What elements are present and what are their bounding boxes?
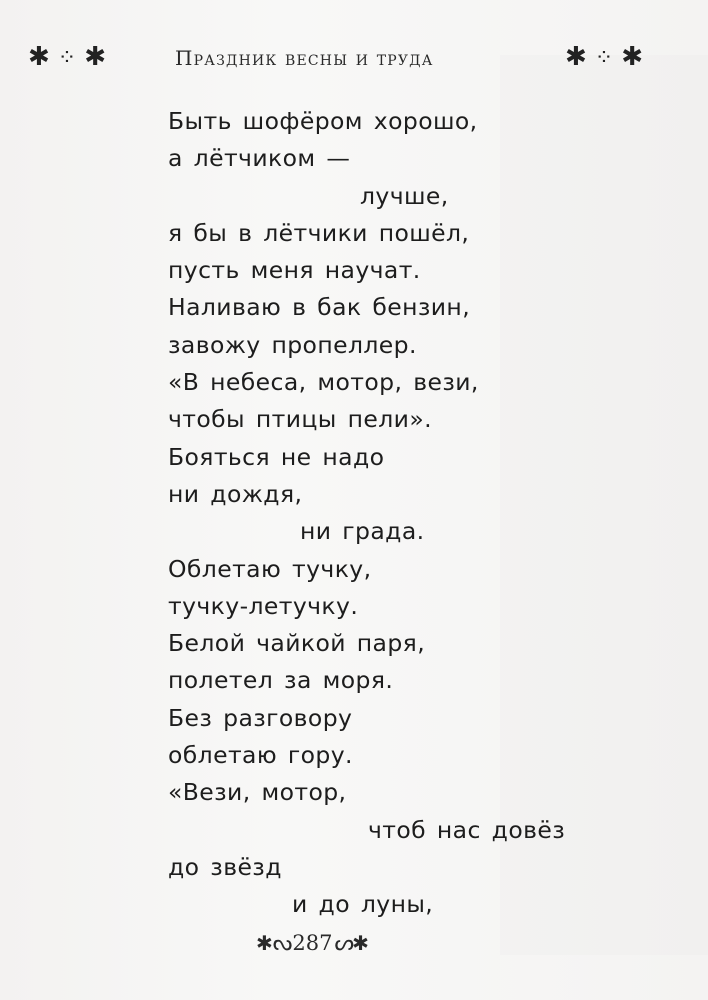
poem-line: облетаю гору. xyxy=(168,741,353,770)
poem-line: а лётчиком — xyxy=(168,144,351,173)
poem-line: ни града. xyxy=(300,517,425,546)
poem-line: я бы в лётчики пошёл, xyxy=(168,218,470,247)
poem-line: лучше, xyxy=(360,181,449,210)
poem-line: полетел за моря. xyxy=(168,666,394,695)
curl-ornament-icon: ᔕ xyxy=(334,931,353,956)
star-ornament-icon: ✱ xyxy=(621,42,644,72)
star-ornament-icon: ⁘ xyxy=(594,46,614,71)
poem-line: Быть шофёром хорошо, xyxy=(168,107,478,135)
star-ornament-icon: ⁘ xyxy=(57,46,77,71)
page-number-footer xyxy=(256,928,436,958)
running-header xyxy=(0,42,708,76)
poem-line: чтоб нас довёз xyxy=(368,815,566,844)
star-ornament-icon: ✱ xyxy=(352,931,369,955)
header-ornament-left xyxy=(28,42,114,74)
poem-line: «В небеса, мотор, вези, xyxy=(168,368,479,397)
page-number: 287 xyxy=(292,931,333,955)
poem-line: пусть меня научат. xyxy=(168,256,421,285)
poem-line: Белой чайкой паря, xyxy=(168,629,426,658)
star-ornament-icon: ✱ xyxy=(84,42,107,72)
poem-line: Бояться не надо xyxy=(168,442,385,471)
chapter-title: Праздник весны и труда xyxy=(175,46,434,70)
poem-line: тучку-летучку. xyxy=(168,591,359,620)
star-ornament-icon: ✱ xyxy=(256,931,273,955)
poem-line: и до луны, xyxy=(292,890,434,919)
poem-line: завожу пропеллер. xyxy=(168,330,417,359)
poem-line: ни дождя, xyxy=(168,479,303,508)
header-ornament-right xyxy=(565,42,651,74)
star-ornament-icon: ✱ xyxy=(565,42,587,72)
star-ornament-icon: ✱ xyxy=(28,42,50,72)
poem-line: Без разговору xyxy=(168,703,353,732)
poem-line: до звёзд xyxy=(168,852,282,881)
poem-line: Наливаю в бак бензин, xyxy=(168,293,471,322)
poem-line: чтобы птицы пели». xyxy=(168,405,432,434)
poem-line: Облетаю тучку, xyxy=(168,554,372,583)
curl-ornament-icon: ᔓ xyxy=(272,931,291,956)
poem-line: «Вези, мотор, xyxy=(168,778,347,807)
poem-text xyxy=(168,103,598,924)
